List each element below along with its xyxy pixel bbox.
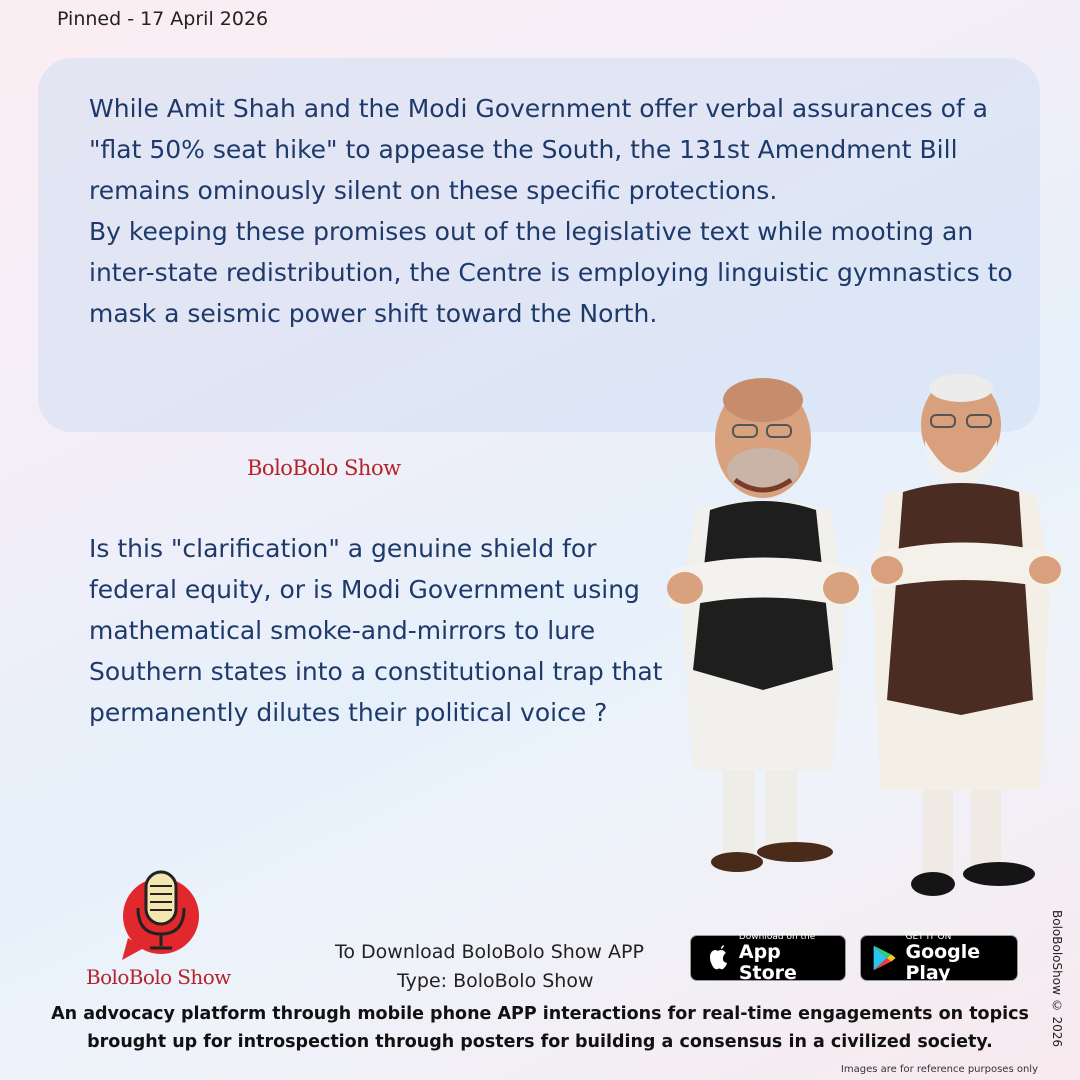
apple-icon (703, 943, 733, 973)
copyright-notice: BoloBoloShow © 2026 (1050, 910, 1064, 1048)
platform-tagline: An advocacy platform through mobile phone APP interactions for real-time engagements on topics brought up for introspection through posters for building a consensus in a civilized society. (51, 1004, 1029, 1052)
footer-brand-name: BoloBolo Show (86, 965, 231, 989)
statement-paragraph-1: While Amit Shah and the Modi Government offer verbal assurances of a "flat 50% seat hike" to appease the South, the 131st Amendment Bill remains ominously silent on these specific protections. (89, 94, 988, 205)
question-text: Is this "clarification" a genuine shield for federal equity, or is Modi Government using mathematical smoke-and-mirrors to lure Southern states into a constitutional trap that permanently dilutes their political voice ? (89, 534, 663, 727)
statement-paragraph-2: By keeping these promises out of the legislative text while mooting an inter-state redistribution, the Centre is employing linguistic gymnastics to mask a seismic power shift toward the North. (89, 217, 1013, 328)
google-play-big-text: Google Play (905, 941, 981, 984)
app-store-small-text: Download on the (738, 932, 816, 942)
google-play-small-text: GET IT ON (905, 932, 952, 942)
image-disclaimer: Images are for reference purposes only (840, 1064, 1038, 1075)
download-line-2: Type: BoloBolo Show (397, 970, 594, 992)
google-play-icon (871, 942, 897, 974)
brand-wordmark: BoloBolo Show (247, 456, 401, 480)
statement-text (89, 88, 1029, 334)
figure-left (667, 378, 860, 872)
app-store-big-text: App Store (738, 941, 797, 984)
download-instructions (335, 938, 665, 996)
google-play-badge[interactable] (860, 932, 1018, 984)
download-line-1: To Download BoloBolo Show APP (335, 941, 644, 963)
pinned-date: Pinned - 17 April 2026 (57, 8, 269, 30)
figure-right (871, 374, 1061, 896)
app-store-badge[interactable] (690, 932, 846, 984)
microphone-logo-icon (118, 868, 200, 960)
caricature-figures-illustration (655, 370, 1080, 930)
